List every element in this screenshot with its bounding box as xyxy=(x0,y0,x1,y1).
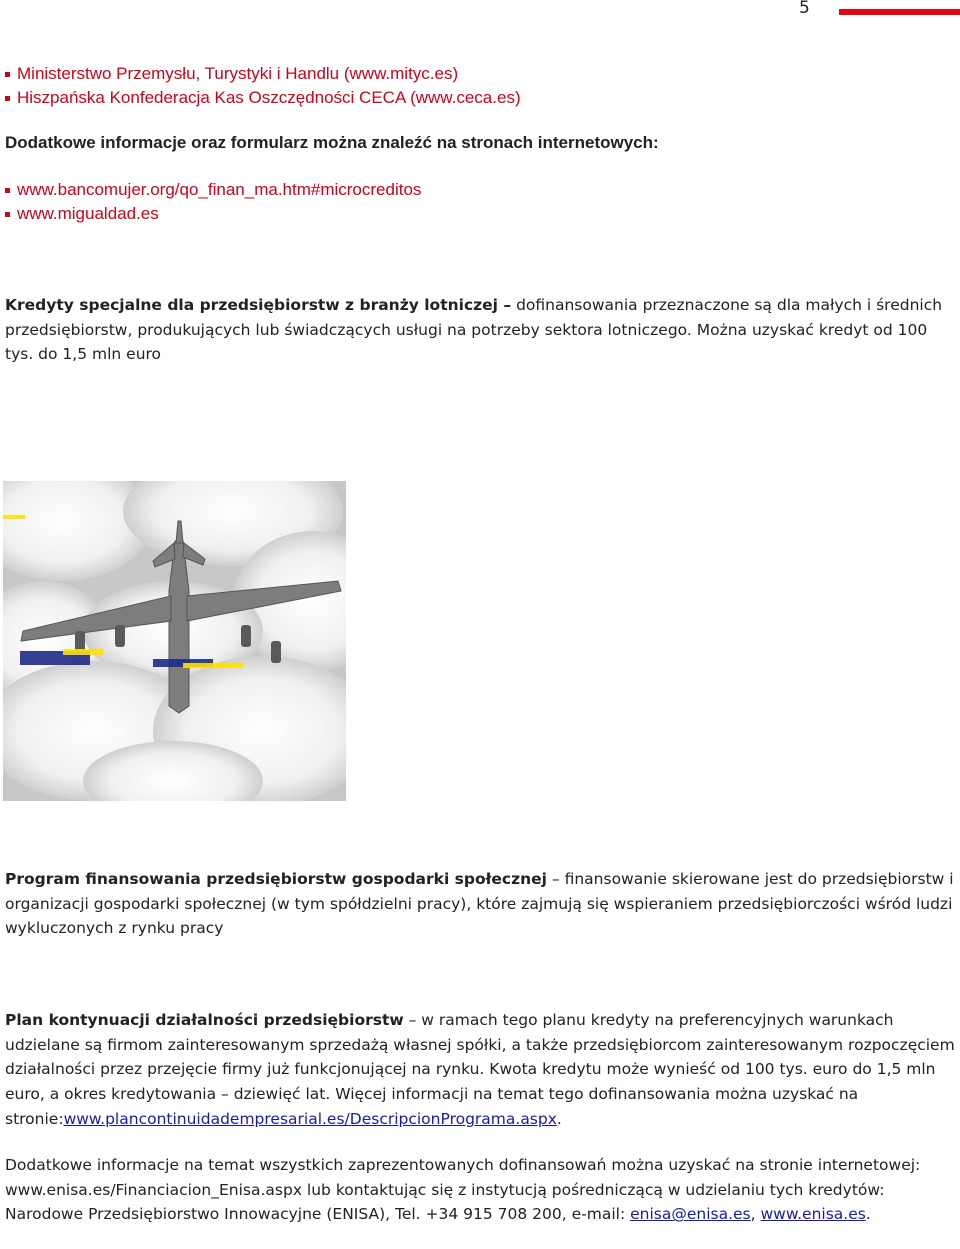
page-number: 5 xyxy=(799,0,810,18)
enisa-email-link[interactable]: enisa@enisa.es xyxy=(630,1205,751,1224)
institutions-list xyxy=(5,62,521,110)
list-item: Ministerstwo Przemysłu, Turystyki i Handlu (www.mityc.es) xyxy=(5,62,521,86)
airplane-photo xyxy=(3,481,346,801)
list-item[interactable]: www.bancomujer.org/qo_finan_ma.htm#microcreditos xyxy=(5,178,421,202)
square-bullet-icon xyxy=(5,96,10,101)
continuity-plan-paragraph: Plan kontynuacji działalności przedsiębiorstw – w ramach tego planu kredyty na preferencyjnych warunkach udzielane są firmom zainteresowanym sprzedażą własnej spółki, a także przedsiębiorcom zainteresowanym rozpoczęciem działalności przez przejęcie firmy już funkcjonującej na rynku. Kwota kredytu może wynieść od 100 tys. euro do 1,5 mln euro, a okres kredytowania – dziewięć lat. Więcej informacji na temat tego dofinansowania można uzyskać na stronie:www.plancontinuidadempresarial.es/DescripcionPrograma.aspx. xyxy=(5,1011,955,1128)
list-item[interactable]: www.migualdad.es xyxy=(5,202,421,226)
websites-list xyxy=(5,178,421,226)
social-economy-program-title: Program finansowania przedsiębiorstw gospodarki społecznej xyxy=(5,870,547,888)
square-bullet-icon xyxy=(5,72,10,77)
header-red-rule xyxy=(839,9,960,15)
additional-info-paragraph: Dodatkowe informacje na temat wszystkich zaprezentowanych dofinansowań można uzyskać na stronie internetowej: www.enisa.es/Financiacion_Enisa.aspx lub kontaktując się z instytucją pośredniczącą w udzielaniu tych kredytów: Narodowe Przedsiębiorstwo Innowacyjne (ENISA), Tel. +34 915 708 200, e-mail: enisa@enisa.es, www.enisa.es. xyxy=(5,1156,921,1224)
plan-program-link[interactable]: www.plancontinuidadempresarial.es/DescripcionPrograma.aspx xyxy=(63,1109,557,1128)
more-info-heading: Dodatkowe informacje oraz formularz można znaleźć na stronach internetowych: xyxy=(5,133,659,152)
aviation-credits-title: Kredyty specjalne dla przedsiębiorstw z branży lotniczej – xyxy=(5,296,512,314)
aviation-credits-paragraph: Kredyty specjalne dla przedsiębiorstw z branży lotniczej – dofinansowania przeznaczone są dla małych i średnich przedsiębiorstw, produkujących lub świadczących usługi na potrzeby sektora lotniczego. Można uzyskać kredyt od 100 tys. do 1,5 mln euro xyxy=(5,296,943,364)
enisa-website-link[interactable]: www.enisa.es xyxy=(760,1205,866,1224)
square-bullet-icon xyxy=(5,188,10,193)
list-item: Hiszpańska Konfederacja Kas Oszczędności CECA (www.ceca.es) xyxy=(5,86,521,110)
social-economy-program-paragraph: Program finansowania przedsiębiorstw gospodarki społecznej – finansowanie skierowane jest do przedsiębiorstw i organizacji gospodarki społecznej (w tym spółdzielni pracy), które zajmują się wspieraniem przedsiębiorczości wśród ludzi wykluczonych z rynku pracy xyxy=(5,870,954,938)
continuity-plan-title: Plan kontynuacji działalności przedsiębiorstw xyxy=(5,1011,404,1029)
square-bullet-icon xyxy=(5,212,10,217)
